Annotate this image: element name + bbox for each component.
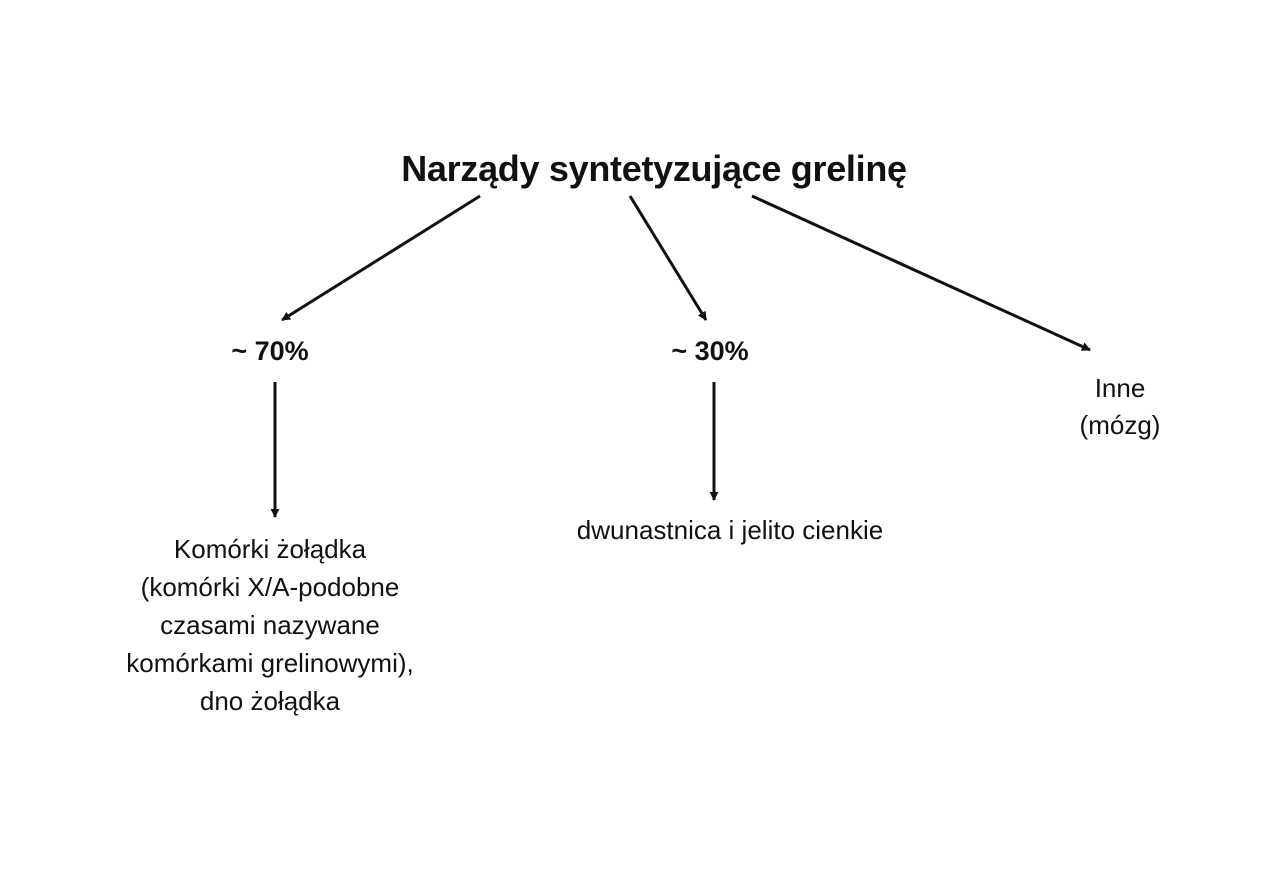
other-sources-line: Inne — [1094, 373, 1146, 403]
stomach-cells-line: (komórki X/A-podobne — [140, 572, 400, 602]
arrow-title-to-30-percent — [630, 196, 706, 320]
other-sources-line: (mózg) — [1079, 410, 1161, 440]
share-70-percent: ~ 70% — [231, 336, 309, 366]
stomach-cells-line: Komórki żołądka — [173, 534, 367, 564]
stomach-cells-line: dno żołądka — [199, 686, 341, 716]
stomach-cells-node — [40, 530, 500, 720]
share-30-percent: ~ 30% — [671, 336, 749, 366]
arrow-title-to-other — [752, 196, 1090, 350]
stomach-cells-line: czasami nazywane — [160, 610, 380, 640]
arrow-title-to-70-percent — [282, 196, 480, 320]
intestine-node: dwunastnica i jelito cienkie — [576, 515, 884, 545]
stomach-cells-line: komórkami grelinowymi), — [126, 648, 414, 678]
other-sources-node — [1040, 370, 1200, 444]
diagram-title: Narządy syntetyzujące grelinę — [401, 148, 907, 189]
